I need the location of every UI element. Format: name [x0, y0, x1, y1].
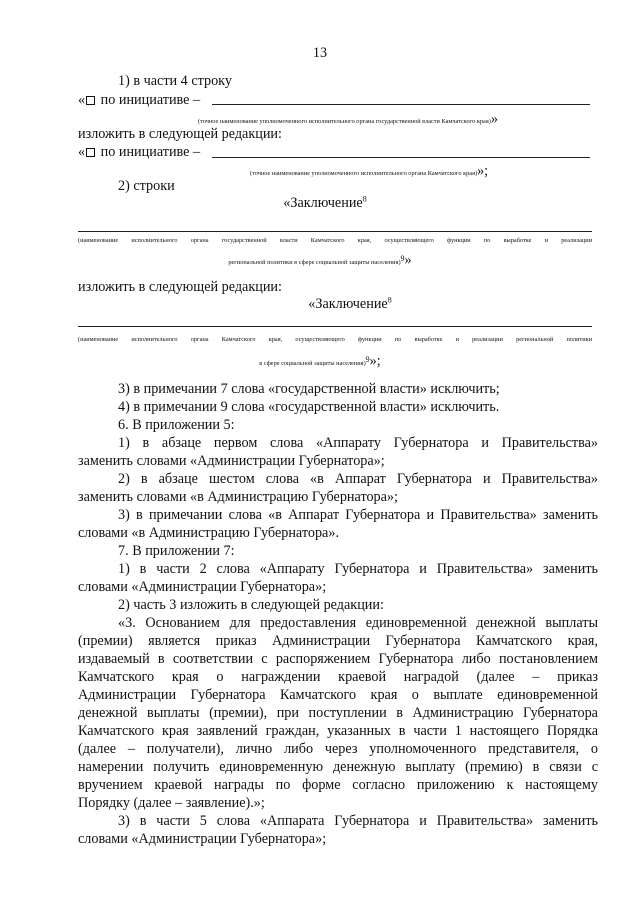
paragraph: 1) в части 2 слова «Аппарату Губернатора и Правительства» заменить: [118, 561, 598, 577]
quoted-paragraph: намерении получить единовременную денежную выплату (премию) в связи с: [78, 759, 598, 775]
paragraph: заменить словами «в Администрацию Губернатора»;: [78, 489, 398, 505]
quoted-paragraph: вручением краевой награды по форме согласно приложению к настоящему: [78, 777, 598, 793]
paragraph: заменить словами «Администрации Губернатора»;: [78, 453, 385, 469]
conclusion-title-old: «Заключение$^8$: [283, 194, 367, 211]
fill-line: [78, 326, 592, 327]
intro-new-version-2: изложить в следующей редакции:: [78, 279, 282, 295]
paragraph: 4) в примечании 9 слова «государственной власти» исключить.: [118, 399, 500, 415]
quoted-paragraph: «3. Основанием для предоставления единовременной денежной выплаты: [118, 615, 598, 631]
paragraph: словами «в Администрацию Губернатора».: [78, 525, 339, 541]
fill-line: [212, 104, 590, 105]
paragraph: словами «Администрации Губернатора»;: [78, 831, 327, 847]
item-1-part-4: 1) в части 4 строку: [118, 73, 232, 89]
intro-new-version-1: изложить в следующей редакции:: [78, 126, 282, 142]
line-initiative-old: « по инициативе –: [78, 92, 201, 108]
quoted-paragraph: Камчатского края о награждении краевой наградой (далее – приказ: [78, 669, 598, 685]
quoted-paragraph: денежной выплаты (премии), при поступлении в Администрацию Губернатора: [78, 705, 598, 721]
page-number: 13: [312, 45, 328, 61]
line-initiative-new: « по инициативе –: [78, 144, 201, 160]
quoted-paragraph: Порядку (далее – заявление).»;: [78, 795, 265, 811]
paragraph: 3) в части 5 слова «Аппарата Губернатора и Правительства» заменить: [118, 813, 598, 829]
paragraph: 2) в абзаце шестом слова «в Аппарат Губернатора и Правительства»: [118, 471, 598, 487]
fill-line: [212, 157, 590, 158]
caption-new-ministry-2: в сфере социальной защиты населения)$^9$»;: [259, 353, 381, 369]
quoted-paragraph: Администрации Губернатора Камчатского края о выплате единовременной: [78, 687, 598, 703]
quoted-paragraph: Камчатского края заявлений граждан, указанных в части 1 настоящего Порядка: [78, 723, 598, 739]
caption-new-authority: (точное наименование уполномоченного исполнительного органа Камчатского края)»;: [250, 163, 489, 179]
paragraph: 1) в абзаце первом слова «Аппарату Губернатора и Правительства»: [118, 435, 598, 451]
conclusion-title-new: «Заключение$^8$: [308, 295, 392, 312]
caption-old-authority: (точное наименование уполномоченного исполнительного органа государственной власти Камчатского края)»: [198, 111, 498, 127]
paragraph: 3) в примечании слова «в Аппарат Губернатора и Правительства» заменить: [118, 507, 598, 523]
item-2-lines: 2) строки: [118, 178, 175, 194]
checkbox-icon: [86, 96, 95, 105]
paragraph: 6. В приложении 5:: [118, 417, 235, 433]
caption-old-ministry-1: (наименование исполнительного органа государственной власти Камчатского края, осуществляющего функции по выработке и реализации: [78, 237, 592, 244]
quoted-paragraph: издаваемый в соответствии с распоряжением Губернатора либо постановлением: [78, 651, 598, 667]
quoted-paragraph: (далее – получатели), лично либо через уполномоченного представителя, о: [78, 741, 598, 757]
caption-old-ministry-2: региональной политики в сфере социальной защиты населения)$^9$»: [228, 252, 412, 268]
checkbox-icon: [86, 148, 95, 157]
paragraph: 7. В приложении 7:: [118, 543, 235, 559]
quoted-paragraph: (премии) является приказ Администрации Губернатора Камчатского края,: [78, 633, 598, 649]
paragraph: словами «Администрации Губернатора»;: [78, 579, 327, 595]
paragraph: 3) в примечании 7 слова «государственной власти» исключить;: [118, 381, 500, 397]
paragraph: 2) часть 3 изложить в следующей редакции:: [118, 597, 384, 613]
caption-new-ministry-1: (наименование исполнительного органа Камчатского края, осуществляющего функции по выработке и реализации региональной политики: [78, 336, 592, 343]
fill-line: [78, 231, 592, 232]
